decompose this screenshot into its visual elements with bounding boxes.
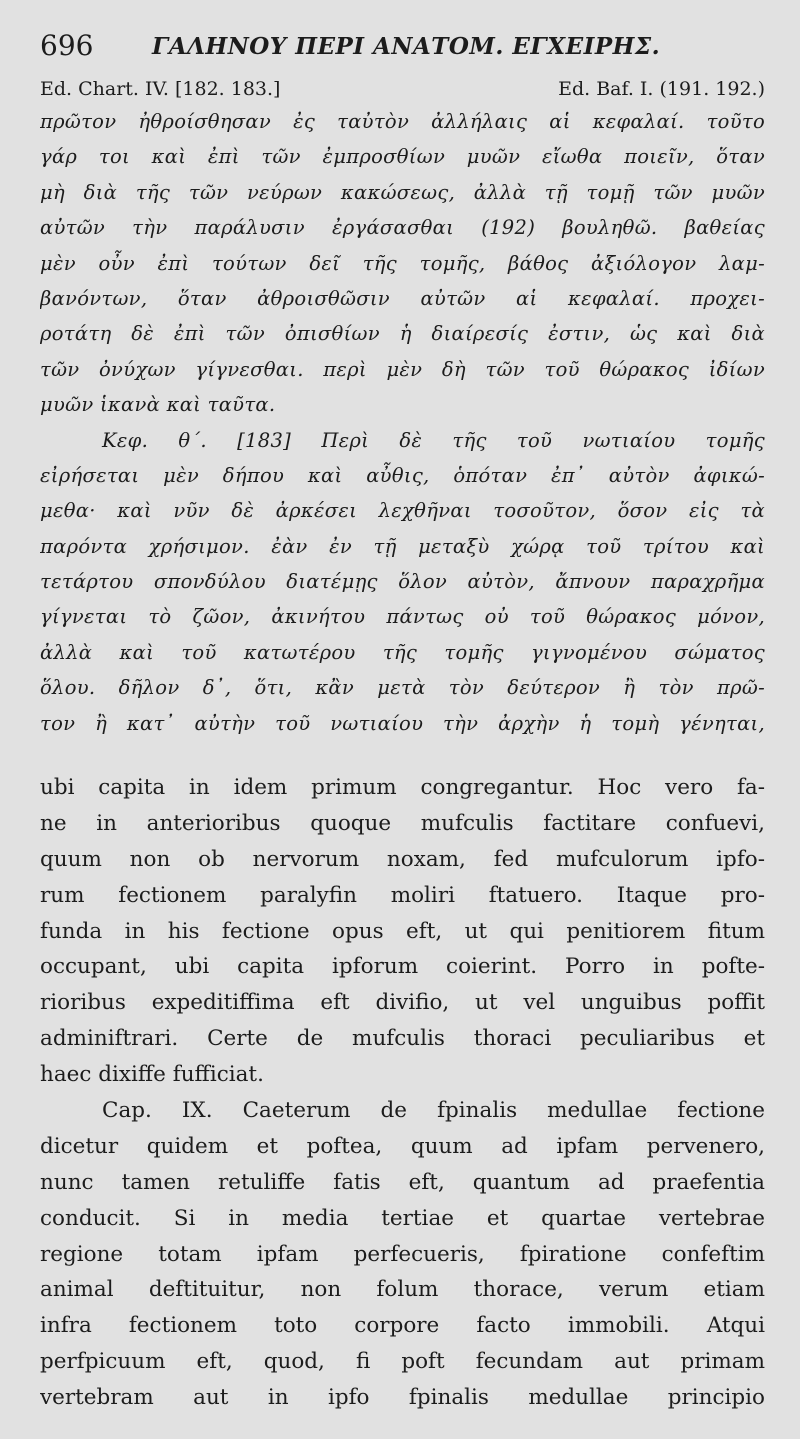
latin-line: funda in his fectione opus eft, ut qui penitiorem fitum	[40, 918, 765, 944]
latin-line: perfpicuum eft, quod, fi poft fecundam aut primam	[40, 1349, 765, 1375]
latin-line: conducit. Si in media tertiae et quartae vertebrae	[40, 1205, 765, 1231]
greek-line: ροτάτη δὲ ἐπὶ τῶν ὀπισθίων ἡ διαίρεσίς ἐστιν, ὡς καὶ διὰ	[40, 322, 765, 346]
greek-line: μεθα· καὶ νῦν δὲ ἀρκέσει λεχθῆναι τοσοῦτον, ὅσον εἰς τὰ	[40, 499, 765, 523]
greek-line: τετάρτου σπονδύλου διατέμῃς ὅλον αὐτὸν, ἄπνουν παραχρῆμα	[40, 570, 765, 594]
greek-line: γάρ τοι καὶ ἐπὶ τῶν ἐμπροσθίων μυῶν εἴωθα ποιεῖν, ὅταν	[40, 145, 765, 169]
greek-line: εἰρήσεται μὲν δήπου καὶ αὖθις, ὁπόταν ἐπ᾽ αὐτὸν ἀφικώ-	[40, 463, 765, 487]
greek-text	[40, 104, 765, 741]
greek-line: ἀλλὰ καὶ τοῦ κατωτέρου τῆς τομῆς γιγνομένου σώματος	[40, 640, 765, 664]
latin-line: ne in anterioribus quoque mufculis factitare confuevi,	[40, 810, 765, 836]
greek-line: παρόντα χρήσιμον. ἐὰν ἐν τῇ μεταξὺ χώρᾳ τοῦ τρίτου καὶ	[40, 534, 765, 558]
latin-line: infra fectionem toto corpore facto immobili. Atqui	[40, 1313, 765, 1339]
latin-line: nunc tamen retuliffe fatis eft, quantum ad praefentia	[40, 1169, 765, 1195]
latin-line: haec dixiffe fufficiat.	[40, 1062, 264, 1088]
greek-chapter-heading: Κεφ. θ΄. [183] Περὶ δὲ τῆς τοῦ νωτιαίου τομῆς	[102, 428, 765, 452]
greek-line: πρῶτον ἠθροίσθησαν ἐς ταὐτὸν ἀλλήλαις αἱ κεφαλαί. τοῦτο	[40, 110, 765, 133]
latin-line: animal deftituitur, non folum thorace, verum etiam	[40, 1277, 765, 1303]
greek-line: μὲν οὖν ἐπὶ τούτων δεῖ τῆς τομῆς, βάθος ἀξιόλογον λαμ-	[40, 251, 765, 275]
greek-line: γίγνεται τὸ ζῶον, ἀκινήτου πάντως οὐ τοῦ θώρακος μόνον,	[40, 605, 765, 629]
edition-chartier: Ed. Chart. IV. [182. 183.]	[40, 78, 281, 100]
greek-line: μυῶν ἱκανὰ καὶ ταῦτα.	[40, 393, 276, 417]
latin-line: adminiftrari. Certe de mufculis thoraci peculiaribus et	[40, 1026, 765, 1052]
edition-references	[40, 76, 765, 102]
edition-basel: Ed. Baf. I. (191. 192.)	[558, 78, 765, 100]
greek-line: μὴ διὰ τῆς τῶν νεύρων κακώσεως, ἀλλὰ τῇ τομῇ τῶν μυῶν	[40, 180, 765, 204]
greek-line: τον ἢ κατ᾽ αὐτὴν τοῦ νωτιαίου τὴν ἀρχὴν ἡ τομὴ γένηται,	[40, 711, 765, 735]
latin-line: regione totam ipfam perfecueris, fpiratione confeftim	[40, 1241, 765, 1267]
running-title: ΓΑΛΗΝΟΥ ΠΕΡΙ ΑΝΑΤΟΜ. ΕΓΧΕΙΡΗΣ.	[152, 33, 661, 60]
latin-text	[40, 770, 765, 1416]
greek-line: τῶν ὀνύχων γίγνεσθαι. περὶ μὲν δὴ τῶν τοῦ θώρακος ἰδίων	[40, 357, 765, 381]
greek-line: αὐτῶν τὴν παράλυσιν ἐργάσασθαι (192) βουληθῶ. βαθείας	[40, 216, 765, 240]
latin-line: vertebram aut in ipfo fpinalis medullae principio	[40, 1385, 765, 1411]
greek-line: ὅλου. δῆλον δ᾽, ὅτι, κἂν μετὰ τὸν δεύτερον ἢ τὸν πρῶ-	[40, 676, 765, 700]
latin-line: dicetur quidem et poftea, quum ad ipfam pervenero,	[40, 1133, 765, 1159]
latin-line: ubi capita in idem primum congregantur. Hoc vero fa-	[40, 775, 765, 800]
greek-line: βανόντων, ὅταν ἀθροισθῶσιν αὐτῶν αἱ κεφαλαί. προχει-	[40, 286, 765, 310]
page-number: 696	[40, 29, 94, 62]
latin-line: occupant, ubi capita ipforum coierint. Porro in pofte-	[40, 954, 765, 980]
latin-chapter-heading: Cap. IX. Caeterum de fpinalis medullae fectione	[102, 1098, 765, 1124]
latin-line: rum fectionem paralyfin moliri ftatuero. Itaque pro-	[40, 882, 765, 908]
running-head	[40, 26, 760, 66]
latin-line: quum non ob nervorum noxam, fed mufculorum ipfo-	[40, 846, 765, 872]
latin-line: rioribus expeditiffima eft divifio, ut vel unguibus poffit	[40, 990, 765, 1016]
